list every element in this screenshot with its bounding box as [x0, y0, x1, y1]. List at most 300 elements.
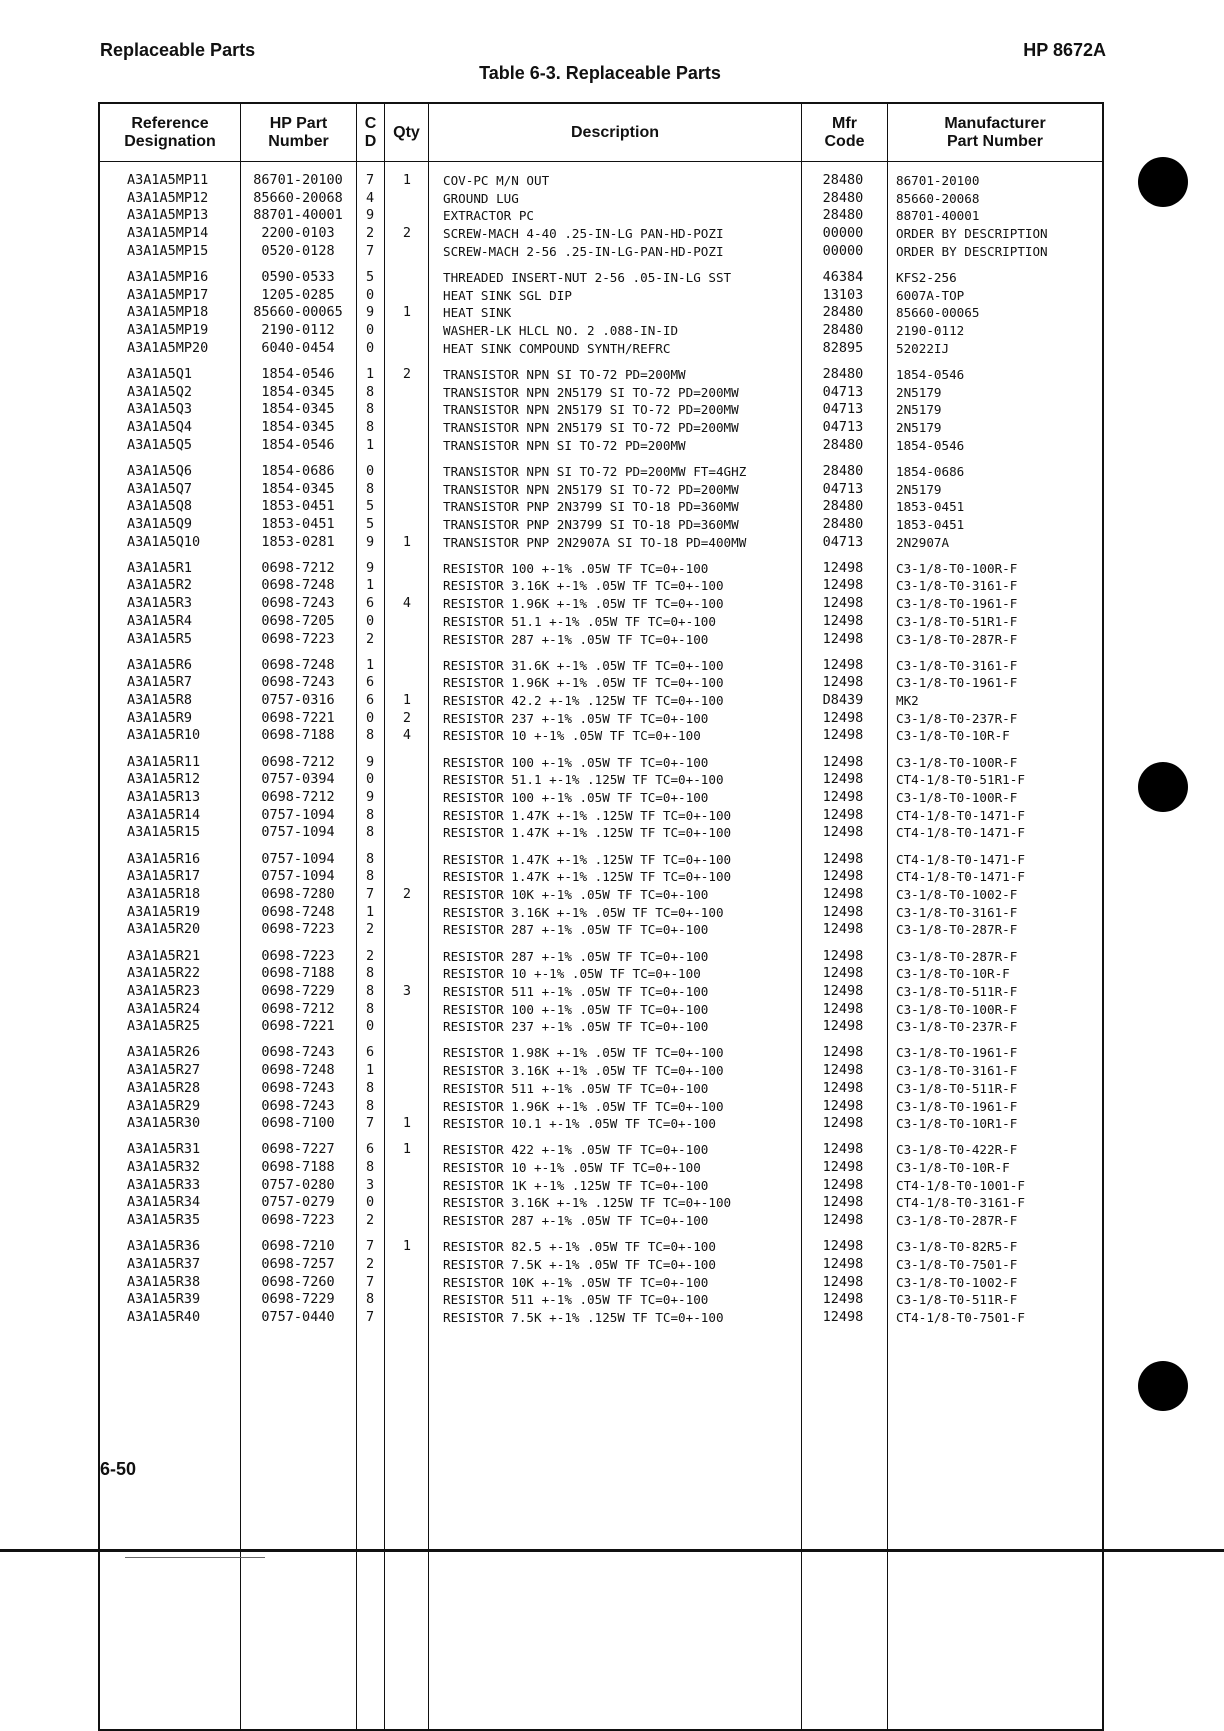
hp-part-number: 0757-0394 [261, 771, 335, 788]
description: RESISTOR 3.16K +-1% .125W TF TC=0+-100 [443, 1195, 732, 1211]
part-group [100, 269, 1102, 357]
table-row [100, 1080, 1102, 1098]
mfr-code: 12498 [822, 1309, 864, 1326]
reference-designation: A3A1A5MP15 [127, 242, 209, 259]
part-group [100, 948, 1102, 1036]
mfr-part-number: 88701-40001 [896, 208, 980, 224]
reference-designation: A3A1A5R15 [127, 824, 201, 841]
col-header-line: D [364, 133, 377, 150]
mfr-part-number: C3-1/8-T0-100R-F [896, 560, 1018, 576]
hp-part-number: 0698-7212 [261, 753, 335, 770]
mfr-code: 12498 [822, 1291, 864, 1308]
mfr-code: 12498 [822, 789, 864, 805]
mfr-part-number: MK2 [896, 693, 919, 709]
col-header-hp-part [241, 104, 356, 162]
mfr-part-number: 1854-0546 [896, 437, 965, 453]
hp-part-number: 2190-0112 [261, 322, 335, 338]
reference-designation: A3A1A5R17 [127, 868, 201, 885]
description: RESISTOR 511 +-1% .05W TF TC=0+-100 [443, 1292, 709, 1308]
mfr-code: 12498 [822, 656, 864, 673]
hp-part-number: 0698-7229 [261, 982, 335, 999]
mfr-code: 12498 [822, 1194, 864, 1211]
hp-part-number: 0698-7188 [261, 1159, 335, 1176]
reference-designation: A3A1A5R38 [127, 1273, 201, 1290]
mfr-code: 12498 [822, 595, 864, 612]
mfr-code: 82895 [822, 339, 864, 356]
description: RESISTOR 237 +-1% .05W TF TC=0+-100 [443, 1019, 709, 1035]
reference-designation: A3A1A5MP14 [127, 225, 209, 242]
check-digit: 8 [366, 1097, 375, 1114]
check-digit: 5 [366, 268, 375, 285]
hp-part-number: 1854-0686 [261, 462, 335, 479]
mfr-part-number: C3-1/8-T0-1961-F [896, 1045, 1018, 1061]
table-row [100, 1141, 1102, 1159]
mfr-code: 28480 [822, 207, 864, 224]
hp-part-number: 0698-7188 [261, 727, 335, 744]
table-row [100, 190, 1102, 208]
hp-part-number: 0698-7212 [261, 789, 335, 805]
mfr-code: 12498 [822, 612, 864, 629]
check-digit: 0 [366, 771, 375, 788]
description: THREADED INSERT-NUT 2-56 .05-IN-LG SST [443, 269, 732, 285]
description: RESISTOR 511 +-1% .05W TF TC=0+-100 [443, 983, 709, 999]
description: TRANSISTOR NPN 2N5179 SI TO-72 PD=200MW [443, 402, 739, 418]
mfr-code: 00000 [822, 242, 864, 259]
mfr-part-number: C3-1/8-T0-3161-F [896, 904, 1018, 920]
parts-list [100, 172, 1102, 1335]
table-row [100, 983, 1102, 1001]
col-header-reference [100, 104, 240, 162]
mfr-code: 12498 [822, 630, 864, 647]
description: RESISTOR 422 +-1% .05W TF TC=0+-100 [443, 1142, 709, 1158]
reference-designation: A3A1A5R14 [127, 806, 201, 823]
check-digit: 6 [366, 692, 375, 709]
check-digit: 2 [366, 630, 375, 647]
reference-designation: A3A1A5R8 [127, 692, 193, 709]
mfr-code: 12498 [822, 806, 864, 823]
reference-designation: A3A1A5MP13 [127, 207, 209, 224]
table-row [100, 692, 1102, 710]
description: RESISTOR 10K +-1% .05W TF TC=0+-100 [443, 1274, 709, 1290]
check-digit: 2 [366, 1256, 375, 1272]
table-row [100, 1256, 1102, 1274]
part-group [100, 657, 1102, 745]
mfr-part-number: 1854-0686 [896, 463, 965, 479]
reference-designation: A3A1A5R22 [127, 965, 201, 982]
quantity: 2 [402, 709, 412, 726]
hp-part-number: 0698-7243 [261, 1044, 335, 1061]
mfr-part-number: 2N5179 [896, 419, 942, 435]
mfr-part-number: C3-1/8-T0-3161-F [896, 578, 1018, 594]
mfr-code: 28480 [822, 365, 864, 382]
check-digit: 8 [366, 982, 375, 999]
quantity: 1 [402, 1238, 412, 1255]
reference-designation: A3A1A5MP20 [127, 339, 209, 356]
check-digit: 8 [366, 418, 375, 435]
reference-designation: A3A1A5R7 [127, 674, 193, 691]
quantity: 4 [402, 727, 412, 744]
mfr-part-number: C3-1/8-T0-3161-F [896, 1063, 1018, 1079]
hp-part-number: 0698-7248 [261, 656, 335, 673]
description: RESISTOR 3.16K +-1% .05W TF TC=0+-100 [443, 578, 724, 594]
reference-designation: A3A1A5R4 [127, 612, 193, 629]
check-digit: 8 [366, 480, 375, 497]
table-row [100, 789, 1102, 807]
hp-part-number: 85660-00065 [253, 304, 343, 321]
mfr-code: 12498 [822, 727, 864, 744]
reference-designation: A3A1A5Q5 [127, 436, 193, 453]
check-digit: 8 [366, 850, 375, 867]
hp-part-number: 0698-7243 [261, 1079, 335, 1096]
col-header-line: C [364, 115, 377, 132]
description: RESISTOR 10K +-1% .05W TF TC=0+-100 [443, 886, 709, 902]
mfr-part-number: CT4-1/8-T0-1471-F [896, 851, 1025, 867]
table-row [100, 225, 1102, 243]
check-digit: 8 [366, 401, 375, 418]
mfr-code: D8439 [822, 692, 864, 709]
mfr-code: 13103 [822, 286, 864, 303]
table-row [100, 366, 1102, 384]
check-digit: 6 [366, 1044, 375, 1061]
description: RESISTOR 10 +-1% .05W TF TC=0+-100 [443, 966, 701, 982]
description: RESISTOR 511 +-1% .05W TF TC=0+-100 [443, 1080, 709, 1096]
mfr-code: 28480 [822, 322, 864, 338]
reference-designation: A3A1A5R11 [127, 753, 201, 770]
hp-part-number: 1853-0281 [261, 533, 335, 550]
hp-part-number: 1854-0345 [261, 401, 335, 418]
table-row [100, 1177, 1102, 1195]
check-digit: 8 [366, 1159, 375, 1176]
reference-designation: A3A1A5Q10 [127, 533, 201, 550]
mfr-part-number: C3-1/8-T0-10R-F [896, 728, 1010, 744]
hp-part-number: 1205-0285 [261, 286, 335, 303]
quantity: 1 [402, 172, 412, 188]
reference-designation: A3A1A5MP17 [127, 286, 209, 303]
col-header-qty [385, 104, 428, 162]
mfr-part-number: C3-1/8-T0-10R1-F [896, 1116, 1018, 1132]
hp-part-number: 0698-7227 [261, 1141, 335, 1158]
check-digit: 9 [366, 533, 375, 550]
description: RESISTOR 10.1 +-1% .05W TF TC=0+-100 [443, 1116, 716, 1132]
mfr-part-number: ORDER BY DESCRIPTION [896, 243, 1048, 259]
mfr-part-number: C3-1/8-T0-287R-F [896, 631, 1018, 647]
mfr-part-number: C3-1/8-T0-1002-F [896, 886, 1018, 902]
part-group [100, 366, 1102, 454]
check-digit: 1 [366, 903, 375, 920]
mfr-code: 04713 [822, 533, 864, 550]
mfr-code: 04713 [822, 480, 864, 497]
mfr-code: 28480 [822, 172, 864, 188]
table-title: Table 6-3. Replaceable Parts [479, 63, 721, 83]
col-header-line: Mfr [832, 115, 857, 132]
table-row [100, 419, 1102, 437]
description: RESISTOR 1.96K +-1% .05W TF TC=0+-100 [443, 675, 724, 691]
check-digit: 7 [366, 1238, 375, 1255]
mfr-code: 12498 [822, 982, 864, 999]
table-row [100, 1062, 1102, 1080]
bottom-rule [0, 1549, 1224, 1552]
hp-part-number: 0520-0128 [261, 242, 335, 259]
hp-part-number: 0698-7248 [261, 577, 335, 594]
reference-designation: A3A1A5R2 [127, 577, 193, 594]
mfr-code: 12498 [822, 753, 864, 770]
description: COV-PC M/N OUT [443, 173, 550, 188]
mfr-part-number: 1854-0546 [896, 366, 965, 382]
col-header-line: Number [268, 133, 329, 150]
mfr-code: 46384 [822, 268, 864, 285]
description: HEAT SINK COMPOUND SYNTH/REFRC [443, 340, 671, 356]
mfr-part-number: C3-1/8-T0-237R-F [896, 710, 1018, 726]
check-digit: 9 [366, 207, 375, 224]
mfr-code: 04713 [822, 383, 864, 400]
table-row [100, 498, 1102, 516]
check-digit: 6 [366, 1141, 375, 1158]
description: SCREW-MACH 4-40 .25-IN-LG PAN-HD-POZI [443, 226, 724, 242]
reference-designation: A3A1A5R12 [127, 771, 201, 788]
check-digit: 1 [366, 577, 375, 594]
mfr-code: 12498 [822, 885, 864, 902]
part-group [100, 172, 1102, 260]
description: RESISTOR 51.1 +-1% .125W TF TC=0+-100 [443, 772, 724, 788]
description: TRANSISTOR NPN SI TO-72 PD=200MW [443, 366, 686, 382]
hp-part-number: 0698-7257 [261, 1256, 335, 1272]
part-group [100, 560, 1102, 648]
mfr-code: 28480 [822, 436, 864, 453]
table-row [100, 1159, 1102, 1177]
description: RESISTOR 1.96K +-1% .05W TF TC=0+-100 [443, 1098, 724, 1114]
check-digit: 7 [366, 1309, 375, 1326]
mfr-part-number: C3-1/8-T0-1002-F [896, 1274, 1018, 1290]
check-digit: 7 [366, 885, 375, 902]
mfr-code: 12498 [822, 709, 864, 726]
check-digit: 0 [366, 612, 375, 629]
table-row [100, 172, 1102, 190]
hp-part-number: 0698-7100 [261, 1115, 335, 1132]
table-row [100, 534, 1102, 552]
part-group [100, 463, 1102, 551]
hp-part-number: 0757-0280 [261, 1176, 335, 1193]
col-header-line: Qty [393, 124, 420, 141]
reference-designation: A3A1A5R27 [127, 1062, 201, 1079]
mfr-code: 12498 [822, 1062, 864, 1079]
reference-designation: A3A1A5R31 [127, 1141, 201, 1158]
check-digit: 8 [366, 806, 375, 823]
table-row [100, 384, 1102, 402]
check-digit: 7 [366, 1273, 375, 1290]
mfr-code: 12498 [822, 1000, 864, 1017]
check-digit: 7 [366, 172, 375, 188]
reference-designation: A3A1A5R26 [127, 1044, 201, 1061]
mfr-code: 12498 [822, 824, 864, 841]
hp-part-number: 85660-20068 [253, 189, 343, 206]
description: RESISTOR 287 +-1% .05W TF TC=0+-100 [443, 1213, 709, 1229]
check-digit: 2 [366, 1212, 375, 1229]
mfr-code: 12498 [822, 559, 864, 576]
description: TRANSISTOR PNP 2N3799 SI TO-18 PD=360MW [443, 516, 739, 532]
reference-designation: A3A1A5R33 [127, 1176, 201, 1193]
check-digit: 9 [366, 304, 375, 321]
check-digit: 1 [366, 365, 375, 382]
table-row [100, 1044, 1102, 1062]
part-group [100, 1238, 1102, 1326]
check-digit: 1 [366, 436, 375, 453]
check-digit: 6 [366, 674, 375, 691]
mfr-code: 12498 [822, 1273, 864, 1290]
table-row [100, 560, 1102, 578]
check-digit: 0 [366, 339, 375, 356]
mfr-code: 12498 [822, 577, 864, 594]
check-digit: 1 [366, 656, 375, 673]
hp-part-number: 0698-7210 [261, 1238, 335, 1255]
hp-part-number: 0698-7223 [261, 630, 335, 647]
hp-part-number: 0698-7223 [261, 947, 335, 964]
description: RESISTOR 7.5K +-1% .05W TF TC=0+-100 [443, 1257, 716, 1272]
mfr-code: 12498 [822, 850, 864, 867]
table-row [100, 1018, 1102, 1036]
table-row [100, 595, 1102, 613]
description: RESISTOR 100 +-1% .05W TF TC=0+-100 [443, 1001, 709, 1017]
table-row [100, 965, 1102, 983]
quantity: 2 [402, 225, 412, 242]
check-digit: 7 [366, 242, 375, 259]
table-row [100, 1212, 1102, 1230]
mfr-part-number: 2N2907A [896, 534, 950, 550]
table-row [100, 868, 1102, 886]
hp-part-number: 1854-0345 [261, 418, 335, 435]
description: RESISTOR 100 +-1% .05W TF TC=0+-100 [443, 790, 709, 805]
reference-designation: A3A1A5R1 [127, 559, 193, 576]
mfr-part-number: 2190-0112 [896, 323, 965, 338]
check-digit: 8 [366, 965, 375, 982]
mfr-code: 12498 [822, 1097, 864, 1114]
mfr-code: 00000 [822, 225, 864, 242]
mfr-code: 28480 [822, 498, 864, 515]
mfr-code: 28480 [822, 304, 864, 321]
table-row [100, 437, 1102, 455]
mfr-part-number: KFS2-256 [896, 269, 957, 285]
reference-designation: A3A1A5MP19 [127, 322, 209, 338]
reference-designation: A3A1A5R20 [127, 921, 201, 938]
table-row [100, 1309, 1102, 1327]
mfr-code: 12498 [822, 674, 864, 691]
reference-designation: A3A1A5Q4 [127, 418, 193, 435]
description: RESISTOR 31.6K +-1% .05W TF TC=0+-100 [443, 657, 724, 673]
reference-designation: A3A1A5R25 [127, 1018, 201, 1035]
check-digit: 9 [366, 789, 375, 805]
mfr-part-number: C3-1/8-T0-237R-F [896, 1019, 1018, 1035]
col-header-line: Designation [124, 133, 216, 150]
check-digit: 5 [366, 515, 375, 532]
reference-designation: A3A1A5R21 [127, 947, 201, 964]
mfr-part-number: C3-1/8-T0-100R-F [896, 1001, 1018, 1017]
reference-designation: A3A1A5R29 [127, 1097, 201, 1114]
description: RESISTOR 237 +-1% .05W TF TC=0+-100 [443, 710, 709, 726]
mfr-code: 28480 [822, 515, 864, 532]
hp-part-number: 0757-1094 [261, 806, 335, 823]
description: RESISTOR 10 +-1% .05W TF TC=0+-100 [443, 728, 701, 744]
part-group [100, 754, 1102, 842]
table-row [100, 1274, 1102, 1292]
reference-designation: A3A1A5R3 [127, 595, 193, 612]
hp-part-number: 0698-7248 [261, 1062, 335, 1079]
check-digit: 0 [366, 322, 375, 338]
mfr-part-number: C3-1/8-T0-100R-F [896, 754, 1018, 770]
mfr-code: 28480 [822, 462, 864, 479]
reference-designation: A3A1A5R34 [127, 1194, 201, 1211]
check-digit: 8 [366, 1291, 375, 1308]
check-digit: 8 [366, 727, 375, 744]
check-digit: 8 [366, 1000, 375, 1017]
description: TRANSISTOR NPN SI TO-72 PD=200MW FT=4GHZ [443, 463, 747, 479]
check-digit: 8 [366, 824, 375, 841]
description: RESISTOR 10 +-1% .05W TF TC=0+-100 [443, 1160, 701, 1176]
col-header-description [429, 104, 801, 162]
description: RESISTOR 287 +-1% .05W TF TC=0+-100 [443, 948, 709, 964]
table-row [100, 824, 1102, 842]
mfr-code: 12498 [822, 921, 864, 938]
section-title: Replaceable Parts [100, 40, 256, 60]
check-digit: 2 [366, 225, 375, 242]
table-row [100, 1194, 1102, 1212]
reference-designation: A3A1A5Q2 [127, 383, 193, 400]
description: GROUND LUG [443, 190, 519, 206]
mfr-part-number: C3-1/8-T0-10R-F [896, 1160, 1010, 1176]
hp-part-number: 0757-1094 [261, 824, 335, 841]
mfr-part-number: C3-1/8-T0-3161-F [896, 657, 1018, 673]
mfr-part-number: CT4-1/8-T0-1471-F [896, 825, 1025, 841]
description: RESISTOR 42.2 +-1% .125W TF TC=0+-100 [443, 693, 724, 709]
mfr-part-number: CT4-1/8-T0-3161-F [896, 1195, 1025, 1211]
table-row [100, 1098, 1102, 1116]
description: SCREW-MACH 2-56 .25-IN-LG-PAN-HD-POZI [443, 243, 724, 259]
mfr-code: 12498 [822, 1115, 864, 1132]
reference-designation: A3A1A5R40 [127, 1309, 201, 1326]
description: WASHER-LK HLCL NO. 2 .088-IN-ID [443, 323, 679, 338]
hp-part-number: 0698-7212 [261, 559, 335, 576]
mfr-code: 12498 [822, 1212, 864, 1229]
mfr-part-number: CT4-1/8-T0-1001-F [896, 1177, 1025, 1193]
mfr-part-number: 52022IJ [896, 340, 950, 356]
mfr-code: 12498 [822, 947, 864, 964]
hp-part-number: 1854-0345 [261, 480, 335, 497]
binder-hole [1138, 1361, 1188, 1411]
reference-designation: A3A1A5Q6 [127, 462, 193, 479]
table-row [100, 481, 1102, 499]
table-row [100, 904, 1102, 922]
mfr-part-number: 2N5179 [896, 402, 942, 418]
description: RESISTOR 1.47K +-1% .125W TF TC=0+-100 [443, 851, 732, 867]
hp-part-number: 86701-20100 [253, 172, 343, 188]
binder-hole [1138, 762, 1188, 812]
col-header-cd [357, 104, 384, 162]
hp-part-number: 0698-7221 [261, 709, 335, 726]
check-digit: 2 [366, 921, 375, 938]
hp-part-number: 0698-7205 [261, 612, 335, 629]
check-digit: 4 [366, 189, 375, 206]
table-row [100, 657, 1102, 675]
reference-designation: A3A1A5MP12 [127, 189, 209, 206]
col-header-line: Manufacturer [944, 115, 1046, 132]
hp-part-number: 0698-7243 [261, 1097, 335, 1114]
reference-designation: A3A1A5R13 [127, 789, 201, 805]
hp-part-number: 0698-7223 [261, 921, 335, 938]
mfr-part-number: C3-1/8-T0-511R-F [896, 1292, 1018, 1308]
description: RESISTOR 1.47K +-1% .125W TF TC=0+-100 [443, 869, 732, 885]
reference-designation: A3A1A5R24 [127, 1000, 201, 1017]
table-row [100, 269, 1102, 287]
mfr-part-number: C3-1/8-T0-1961-F [896, 1098, 1018, 1114]
mfr-part-number: C3-1/8-T0-511R-F [896, 983, 1018, 999]
